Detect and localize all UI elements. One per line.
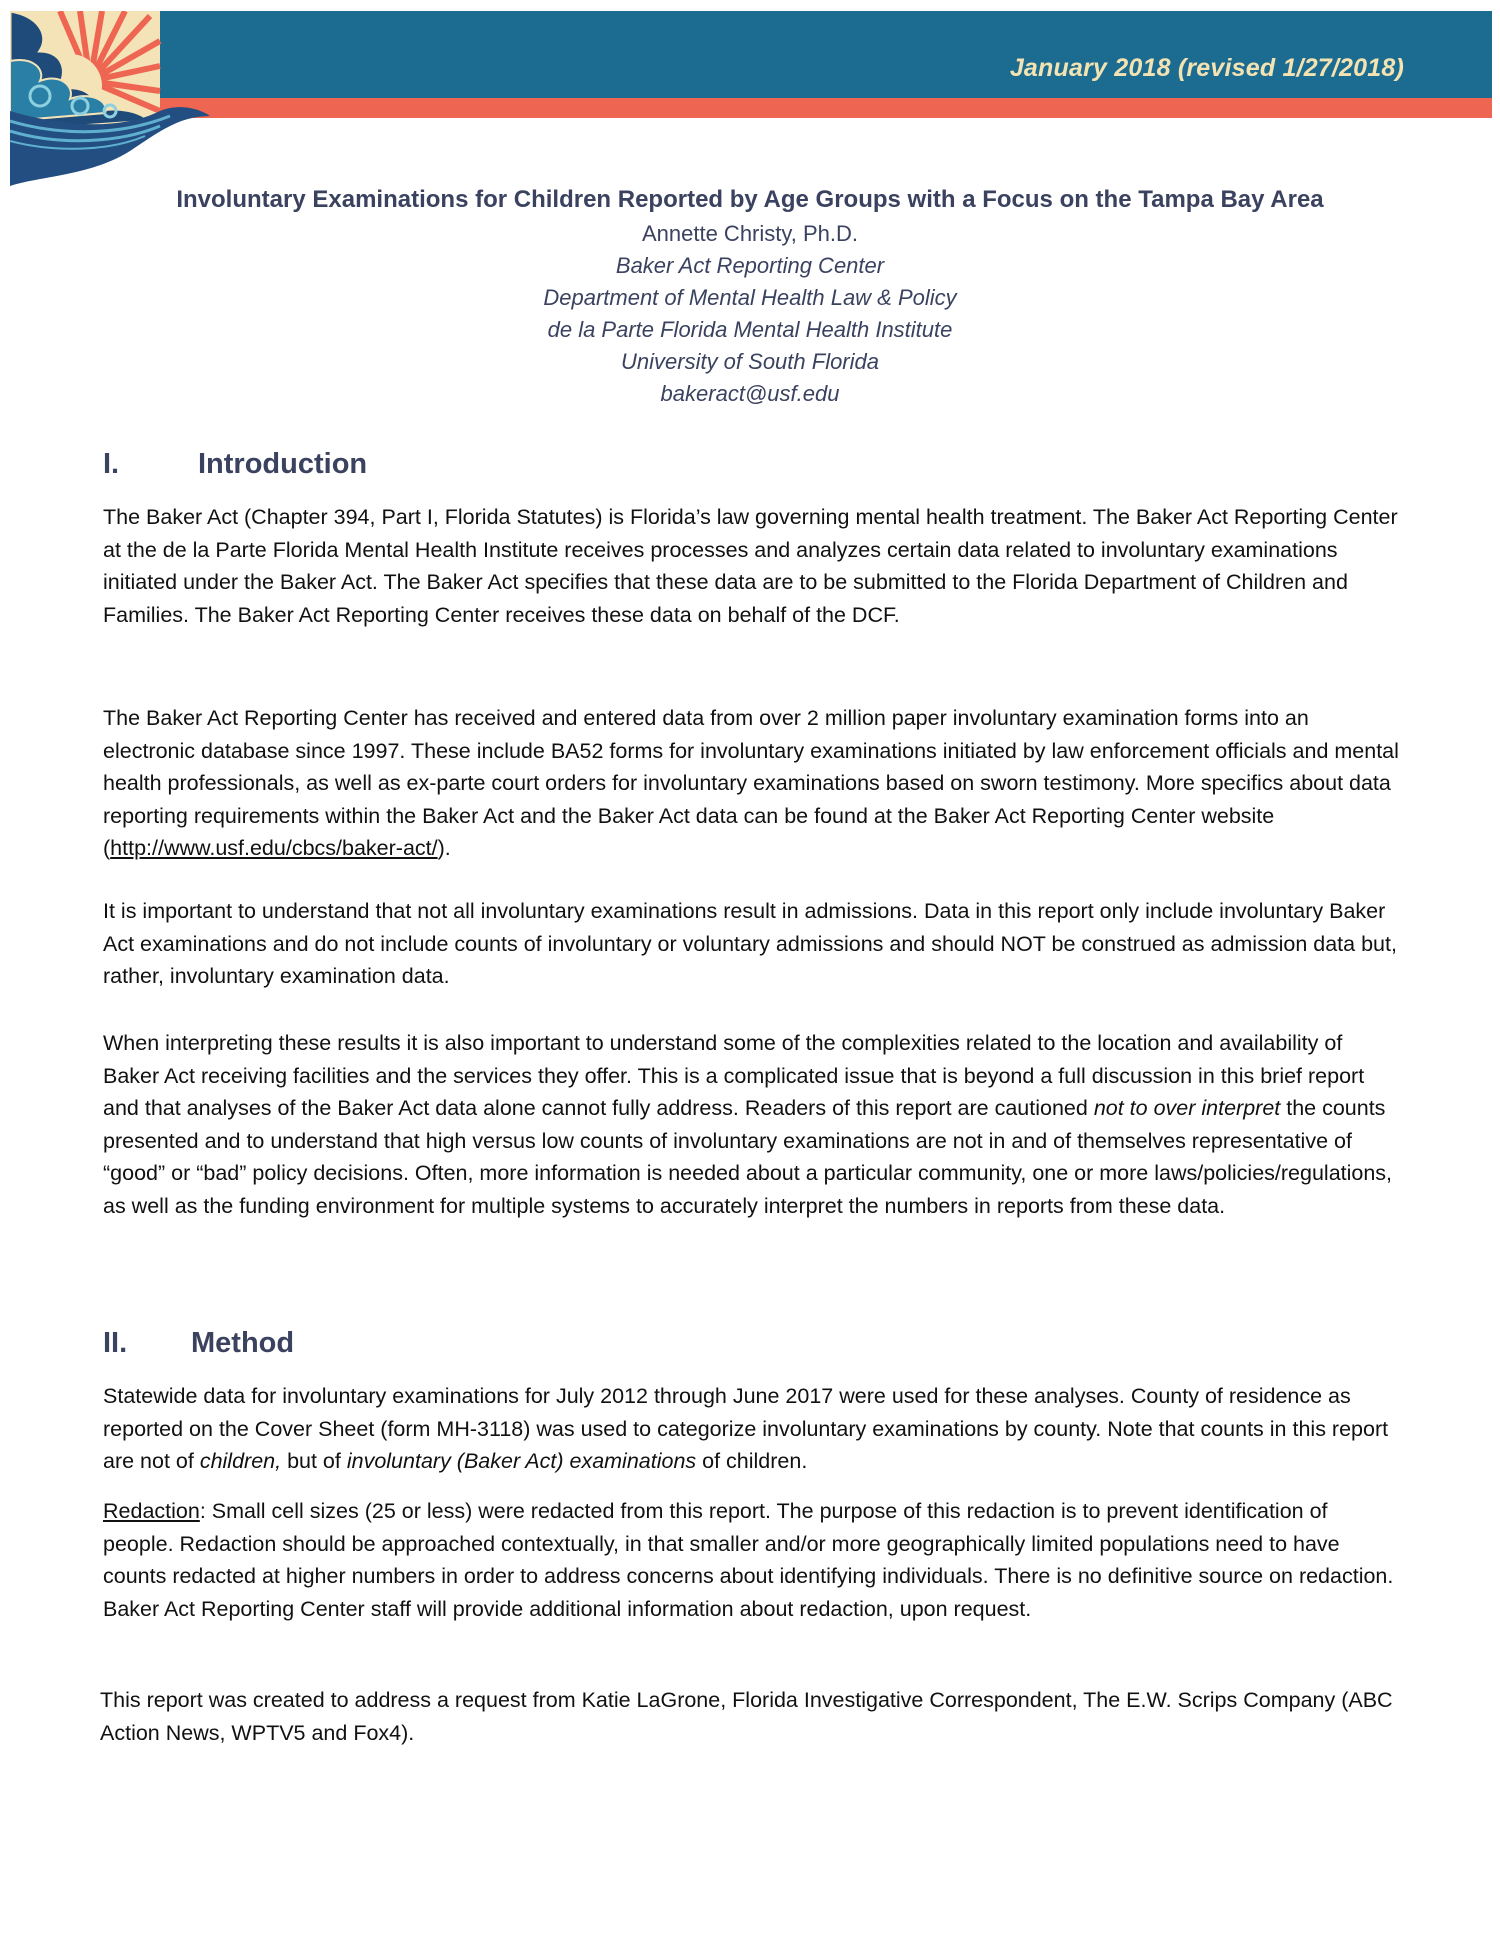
paragraph-text: When interpreting these results it is also important to understand some of the complexities related to the location and availability of Baker Act receiving facilities and the services they offer. This is a complicated issue that is beyond a full discussion in this brief report and that analyses of the Baker Act data alone cannot fully address. Readers of this report are cautioned xyxy=(103,1031,1365,1121)
intro-paragraph-4 xyxy=(103,1027,1403,1223)
affiliation-center: Baker Act Reporting Center xyxy=(615,253,885,278)
paragraph-text: of children. xyxy=(696,1449,808,1474)
paragraph-text: : Small cell sizes (25 or less) were redacted from this report. The purpose of this redaction is to prevent identification of people. Redaction should be approached contextually, in that smaller and/or more geographically limited populations need to have counts redacted at higher numbers in order to address concerns about identifying individuals. There is no definitive source on redaction. Baker Act Reporting Center staff will provide additional information about redaction, upon request. xyxy=(103,1499,1394,1621)
emphasis-text: children, xyxy=(199,1449,282,1474)
section-number: II. xyxy=(103,1327,128,1359)
report-date: January 2018 (revised 1/27/2018) xyxy=(1009,54,1404,82)
contact-email[interactable]: bakeract@usf.edu xyxy=(660,381,840,406)
paragraph-text: the counts presented and to understand that high versus low counts of involuntary examinations are not in and of themselves representative of “good” or “bad” policy decisions. Often, more information is needed about a particular community, one or more laws/policies/regulations, as well as the funding environment for multiple systems to accurately interpret the numbers in reports from these data. xyxy=(103,1096,1393,1218)
redaction-label: Redaction xyxy=(103,1499,200,1523)
author-name: Annette Christy, Ph.D. xyxy=(641,221,858,246)
redaction-paragraph xyxy=(103,1495,1403,1625)
sun-waves-logo-icon xyxy=(10,11,210,186)
section-heading-introduction xyxy=(103,448,367,481)
affiliation-institute: de la Parte Florida Mental Health Institute xyxy=(547,317,953,342)
emphasis-text: involuntary (Baker Act) examinations xyxy=(346,1449,697,1474)
paragraph-text: ). xyxy=(437,836,451,861)
baker-act-website-link[interactable]: http://www.usf.edu/cbcs/baker-act/ xyxy=(110,836,438,861)
paragraph-text: but of xyxy=(281,1449,347,1474)
section-heading-method xyxy=(103,1327,294,1360)
title-block xyxy=(0,182,1500,410)
paragraph-text: This report was created to address a request from Katie LaGrone, Florida Investigative Correspondent, The E.W. Scrips Company (ABC Action News, WPTV5 and Fox4). xyxy=(100,1688,1393,1745)
intro-paragraph-1 xyxy=(103,501,1403,631)
paragraph-text: The Baker Act (Chapter 394, Part I, Florida Statutes) is Florida’s law governing mental health treatment. The Baker Act Reporting Center at the de la Parte Florida Mental Health Institute receives processes and analyzes certain data related to involuntary examinations initiated under the Baker Act. The Baker Act specifies that these data are to be submitted to the Florida Department of Children and Families. The Baker Act Reporting Center receives these data on behalf of the DCF. xyxy=(103,505,1398,627)
header-accent-strip xyxy=(160,98,1492,118)
method-paragraph-1 xyxy=(103,1380,1403,1478)
document-title: Involuntary Examinations for Children Reported by Age Groups with a Focus on the Tampa Bay Area xyxy=(176,186,1324,213)
paragraph-text: Statewide data for involuntary examinations for July 2012 through June 2017 were used for these analyses. County of residence as reported on the Cover Sheet (form MH-3118) was used to categorize involuntary examinations by county. Note that counts in this report are not of xyxy=(103,1384,1389,1474)
intro-paragraph-2 xyxy=(103,702,1403,865)
section-title: Method xyxy=(191,1327,295,1359)
section-title: Introduction xyxy=(198,448,368,480)
affiliation-university: University of South Florida xyxy=(621,349,879,374)
paragraph-text: It is important to understand that not all involuntary examinations result in admissions. Data in this report only include involuntary Baker Act examinations and do not include counts of involuntary or voluntary admissions and should NOT be construed as admission data but, rather, involuntary examination data. xyxy=(103,899,1397,989)
section-number: I. xyxy=(103,448,120,480)
request-note-paragraph xyxy=(100,1684,1400,1749)
affiliation-department: Department of Mental Health Law & Policy xyxy=(543,285,957,310)
paragraph-text: The Baker Act Reporting Center has received and entered data from over 2 million paper involuntary examination forms into an electronic database since 1997. These include BA52 forms for involuntary examinations initiated by law enforcement officials and mental health professionals, as well as ex-parte court orders for involuntary examinations based on sworn testimony. More specifics about data reporting requirements within the Baker Act and the Baker Act data can be found at the Baker Act Reporting Center website ( xyxy=(103,706,1399,861)
emphasis-text: not to over interpret xyxy=(1093,1096,1281,1121)
intro-paragraph-3 xyxy=(103,895,1403,993)
